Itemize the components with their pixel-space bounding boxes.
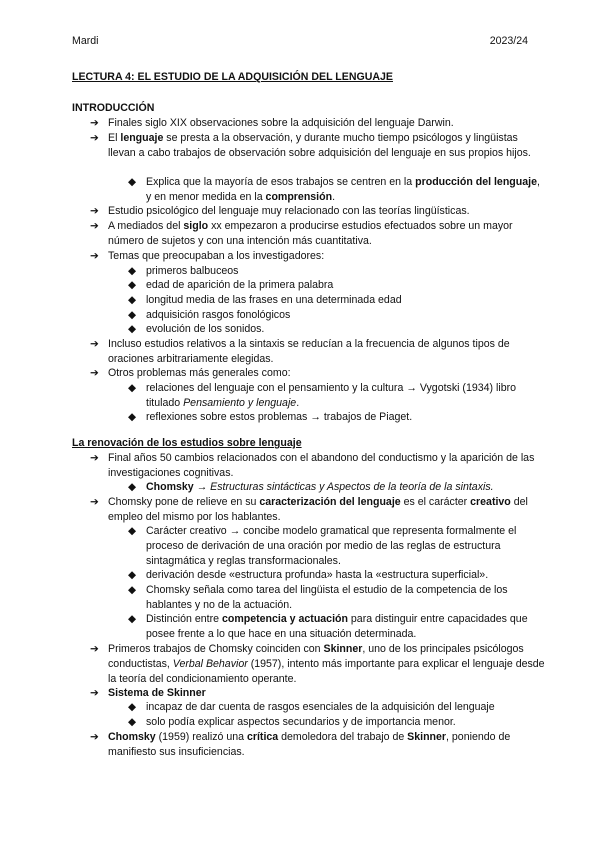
text: relaciones del lenguaje con el pensamiento y la cultura → Vygotski (1934) libro titulado (146, 382, 517, 409)
bold-text: caracterización del lenguaje (259, 496, 401, 508)
bold-text: Skinner (407, 731, 447, 743)
bold-text: Chomsky (146, 481, 194, 493)
text: para distinguir entre capacidades que posee frente a lo que hace en una situación determinada. (146, 613, 528, 640)
list-item (90, 642, 546, 687)
text: Distinción entre (146, 613, 222, 625)
list-item (90, 337, 546, 367)
arrow-icon: ➔ (90, 117, 99, 129)
list-item (128, 381, 541, 411)
diamond-icon: ◆ (128, 176, 137, 188)
diamond-icon: ◆ (128, 716, 137, 728)
item-text: Incluso estudios relativos a la sintaxis se reducían a la frecuencia de algunos tipos de oraciones arbitrariamente elegidas. (108, 338, 510, 365)
diamond-icon: ◆ (128, 294, 137, 306)
text: . (296, 396, 300, 409)
item-text: reflexiones sobre estos problemas → trabajos de Piaget. (146, 411, 413, 423)
list-item (90, 116, 546, 131)
arrow-icon: ➔ (90, 496, 99, 508)
list-item (128, 278, 541, 293)
list-item (90, 219, 546, 249)
bold-text: competencia y actuación (221, 613, 348, 625)
list-item (90, 730, 546, 760)
item-text: longitud media de las frases en una determinada edad (146, 294, 402, 306)
arrow-icon: ➔ (90, 205, 99, 217)
list-item (128, 410, 541, 425)
list-item (128, 568, 541, 583)
header-left: Mardi (72, 35, 99, 47)
item-text: Carácter creativo → concibe modelo gramatical que representa formalmente el proceso de derivación de una oración por medio de las reglas de estructura sintagmática y reglas transformacionales. (146, 525, 517, 567)
diamond-icon: ◆ (128, 701, 137, 713)
list-item (90, 366, 546, 381)
list-item (128, 583, 541, 613)
text: Chomsky pone de relieve en su (108, 496, 260, 508)
diamond-icon: ◆ (128, 323, 137, 335)
bold-text: siglo (183, 220, 209, 232)
arrow-icon: ➔ (90, 643, 99, 655)
arrow-icon: ➔ (90, 338, 99, 350)
item-text: Estudio psicológico del lenguaje muy relacionado con las teorías lingüísticas. (108, 205, 470, 217)
item-text: Chomsky señala como tarea del lingüista el estudio de la competencia de los hablantes y no de la actuación. (146, 584, 508, 611)
italic-text: Pensamiento y lenguaje (183, 396, 297, 409)
list-item (128, 322, 541, 337)
list-item (90, 131, 546, 161)
text: A mediados del (108, 220, 184, 232)
text: El (108, 132, 121, 144)
item-text: Otros problemas más generales como: (108, 367, 291, 379)
diamond-icon: ◆ (128, 279, 137, 291)
diamond-icon: ◆ (128, 265, 137, 277)
list-item (128, 700, 541, 715)
text: . (332, 190, 336, 203)
diamond-icon: ◆ (128, 569, 137, 581)
bold-text: creativo (470, 496, 511, 508)
arrow-icon: ➔ (90, 731, 99, 743)
bold-text: crítica (246, 731, 279, 743)
bold-text: Skinner (323, 643, 363, 655)
list-item (90, 451, 546, 481)
section-heading-introduccion: INTRODUCCIÓN (72, 102, 155, 114)
diamond-icon: ◆ (128, 613, 137, 625)
text: demoledora del trabajo de (278, 731, 408, 743)
list-item (128, 480, 541, 495)
bold-text: producción del lenguaje (415, 176, 537, 188)
text: , y en menor medida en la (146, 176, 540, 203)
header-right: 2023/24 (489, 35, 528, 47)
text: (1959) realizó una (155, 731, 247, 743)
list-item (90, 249, 546, 264)
arrow-icon: ➔ (90, 367, 99, 379)
section-heading-renovacion: La renovación de los estudios sobre lenguaje (72, 437, 302, 449)
arrow-icon: ➔ (90, 687, 99, 699)
text: del empleo del mismo por los hablantes. (108, 496, 528, 523)
bold-text: Sistema de Skinner (108, 687, 206, 699)
diamond-icon: ◆ (128, 584, 137, 596)
list-item (90, 686, 546, 701)
text: es el carácter (400, 496, 471, 508)
arrow-icon: ➔ (90, 220, 99, 232)
item-text: edad de aparición de la primera palabra (146, 279, 334, 291)
arrow-icon: ➔ (90, 132, 99, 144)
item-text: incapaz de dar cuenta de rasgos esenciales de la adquisición del lenguaje (146, 701, 495, 713)
diamond-icon: ◆ (128, 309, 137, 321)
text: , poniendo de manifiesto sus insuficiencias. (108, 731, 511, 758)
text: Explica que la mayoría de esos trabajos se centren en la (146, 176, 416, 188)
italic-text: Verbal Behavior (172, 657, 248, 670)
text: xx empezaron a producirse estudios efectuados sobre un mayor número de sujetos y con una intención más cuantitativa. (108, 220, 513, 247)
italic-text: → Estructuras sintácticas y Aspectos de la teoría de la sintaxis. (193, 481, 494, 493)
list-item (90, 495, 546, 525)
bold-text: comprensión (265, 190, 333, 203)
item-text: Temas que preocupaban a los investigadores: (108, 250, 325, 262)
diamond-icon: ◆ (128, 481, 137, 493)
item-text: derivación desde «estructura profunda» hasta la «estructura superficial». (146, 569, 489, 581)
bold-text: Chomsky (108, 731, 156, 743)
list-item (90, 204, 546, 219)
item-text: solo podía explicar aspectos secundarios y de importancia menor. (146, 716, 456, 728)
text: Primeros trabajos de Chomsky coinciden con (108, 643, 324, 655)
page-title: LECTURA 4: EL ESTUDIO DE LA ADQUISICIÓN DEL LENGUAJE (72, 71, 393, 83)
arrow-icon: ➔ (90, 452, 99, 464)
item-text: Finales siglo XIX observaciones sobre la adquisición del lenguaje Darwin. (108, 117, 454, 129)
list-item (128, 264, 541, 279)
text: , uno de los principales psicólogos conductistas, (108, 643, 524, 670)
item-text: adquisición rasgos fonológicos (146, 309, 291, 321)
diamond-icon: ◆ (128, 411, 137, 423)
list-item (128, 612, 541, 642)
arrow-icon: ➔ (90, 250, 99, 262)
diamond-icon: ◆ (128, 525, 137, 537)
item-text: Final años 50 cambios relacionados con el abandono del conductismo y la aparición de las investigaciones cognitivas. (108, 452, 535, 479)
list-item (128, 715, 541, 730)
list-item (128, 524, 541, 569)
item-text: primeros balbuceos (146, 265, 239, 277)
diamond-icon: ◆ (128, 382, 137, 394)
text: (1957), intento más importante para explicar el lenguaje desde la teoría del condicionamiento operante. (108, 657, 545, 685)
list-item (128, 308, 541, 323)
bold-text: lenguaje (120, 132, 164, 144)
list-item (128, 293, 541, 308)
list-item (128, 175, 541, 205)
text: se presta a la observación, y durante mucho tiempo psicólogos y lingüistas llevan a cabo trabajos de observación sobre adquisición del lenguaje en sus propios hijos. (108, 132, 531, 159)
item-text: evolución de los sonidos. (146, 323, 265, 335)
